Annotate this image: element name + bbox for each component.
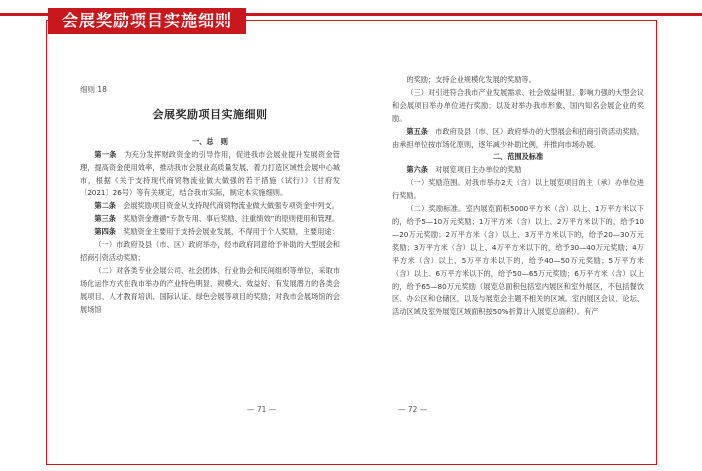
header-rule-left	[0, 13, 48, 16]
document-title: 会展奖励项目实施细则	[152, 107, 268, 121]
paragraph-text: （一）市政府及县（市、区）政府举办，经市政府同意给予补助的大型展会和招商引资活动奖励；	[80, 240, 340, 262]
article-number: 第五条	[406, 126, 428, 136]
paragraph	[80, 226, 340, 239]
right-page-body	[392, 74, 644, 319]
page-number-left: — 71 —	[247, 405, 277, 414]
paragraph-text: 奖励资金遵循“专款专用、事后奖励、注重绩效”的原则使用和管理。	[123, 214, 340, 224]
paragraph-text: （二）奖励标准。室内展览面积5000平方米（含）以上、1万平方米以下的，给予5—10万元奖励；1万平方米（含）以上、2万平方米以下的，给予10—20万元奖励；2万平方米（含）以上、3万平方米以下的，给予20—30万元奖励；3万平方米（含）以上、4万平方米以下的，给予30—40万元奖励；4万平方米（含）以上、5万平方米以下的，给予40—50万元奖励；5万平方米（含）以上、6万平方米以下的，给予50—65万元奖励；6万平方米（含）以上的，给予65—80万元奖励（展览总面积包括室内展区和室外展区，不包括餐饮区、办公区和仓储区，以及与展览会主题不相关的区域。室内展区会议、论坛、活动区域及室外展览区域面积按50%折算计入展览总面积）。有产	[392, 204, 644, 317]
article-number: 第二条	[94, 201, 116, 211]
right-page	[392, 74, 644, 419]
section-heading: 一、总 则	[192, 136, 228, 146]
left-page-body	[80, 136, 340, 317]
paragraph	[392, 126, 644, 152]
paragraph	[392, 164, 644, 177]
paragraph	[392, 74, 644, 87]
paragraph	[80, 239, 340, 265]
paragraph	[392, 203, 644, 319]
paragraph	[80, 265, 340, 317]
paragraph-text: 市政府及县（市、区）政府举办的大型展会和招商引资活动奖励，由承担单位按市场化原则，逐年减少补助比例，并推向市场办展。	[392, 126, 644, 149]
paragraph	[80, 149, 340, 201]
section-heading: 二、范围及标准	[492, 152, 544, 162]
paragraph-text: （二）对各类专业会展公司、社会团体、行业协会和民间组织等单位，采取市场化运作方式在我市举办的产业特色明显、规模大、效益好、有发展潜力的各类会展项目、人才教育培训、国际认证、绿色会展等项目的奖励；对我市会展场馆的会展场馆	[80, 265, 340, 314]
paragraph-text: 的奖励；支持企业规模化发展的奖励等。	[406, 75, 536, 84]
paragraph	[392, 87, 644, 126]
article-number: 第三条	[94, 214, 116, 224]
paragraph-text: 奖励资金主要用于支持会展业发展，不得用于个人奖励，主要用途：	[123, 227, 339, 237]
article-number: 第一条	[94, 149, 117, 159]
rule-tag: 细则 18	[80, 85, 107, 94]
page-number-right: — 72 —	[398, 405, 428, 414]
paragraph-text: （一）奖励范围。对我市举办2天（含）以上展览项目的主（承）办单位进行奖励。	[392, 178, 644, 201]
paragraph-text: （三）对引进符合我市产业发展需求、社会效益明显、影响力强的大型会议和会展项目举办单位进行奖励；以及对举办我市形象、国内知名会展企业的奖励。	[392, 87, 644, 123]
paragraph	[80, 200, 340, 213]
left-page	[80, 74, 340, 419]
article-number: 第六条	[406, 165, 428, 175]
paragraph	[80, 213, 340, 226]
paragraph-text: 对展览项目主办单位的奖励	[435, 165, 522, 175]
article-number: 第四条	[94, 227, 116, 237]
header-rule-right	[236, 13, 702, 16]
paragraph-text: 为充分发挥财政资金的引导作用，促进我市会展业提升发展资金管理，提高资金使用效率，推动我市会展业高质量发展，着力打造区域性会展中心城市，根据《关于支持现代商贸物流业做大做强的若干措施（试行）》（甘府发〔2021〕26号）等有关规定，结合我市实际，制定本实施细则。	[80, 149, 340, 198]
header-title: 会展奖励项目实施细则	[48, 8, 246, 34]
paragraph	[392, 177, 644, 203]
paragraph-text: 会展奖励项目资金从支持现代商贸物流业做大做强专项资金中列支。	[123, 201, 339, 211]
